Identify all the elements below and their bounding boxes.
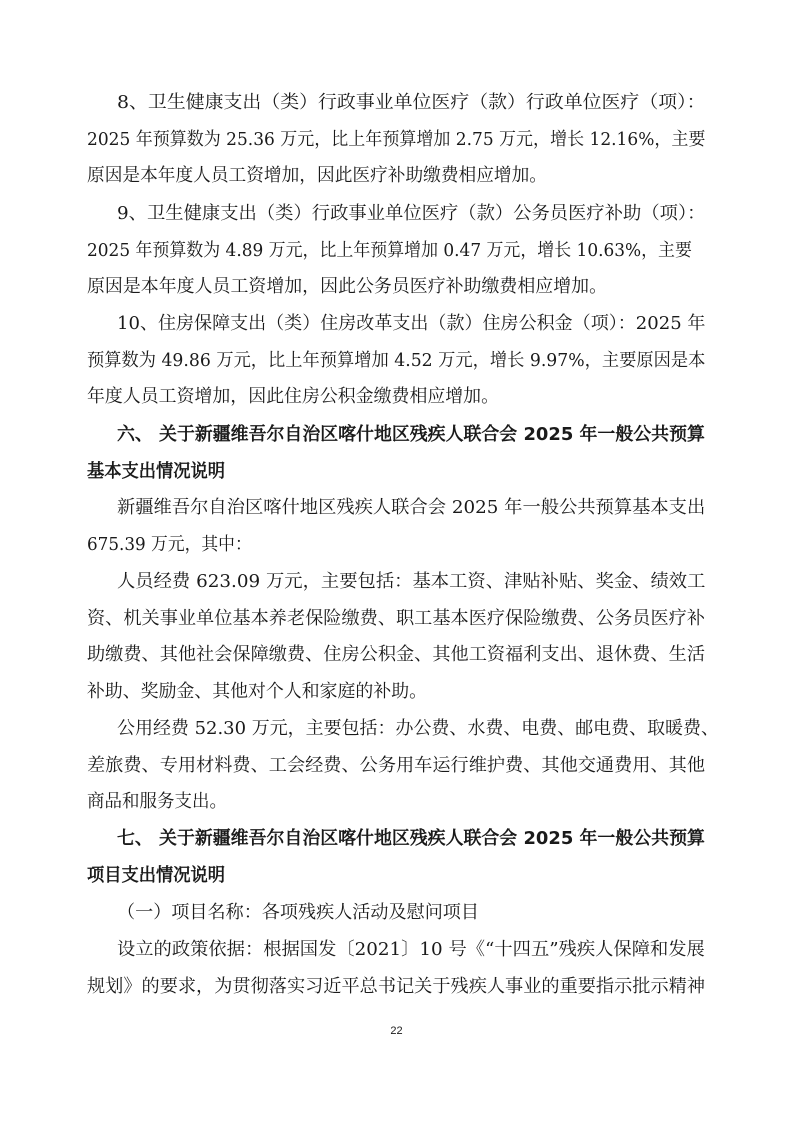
paragraph-line: 公用经费 52.30 万元，主要包括：办公费、水费、电费、邮电费、取暖费、: [117, 718, 719, 739]
section-heading-line: 七、 关于新疆维吾尔自治区喀什地区残疾人联合会 2025 年一般公共预算: [117, 828, 705, 849]
paragraph-line: 商品和服务支出。: [87, 791, 227, 812]
paragraph-line: 资、机关事业单位基本养老保险缴费、职工基本医疗保险缴费、公务员医疗补: [87, 608, 705, 629]
paragraph-line: 差旅费、专用材料费、工会经费、公务用车运行维护费、其他交通费用、其他: [87, 755, 705, 776]
section-heading-line: 基本支出情况说明: [87, 461, 225, 482]
paragraph-line: 新疆维吾尔自治区喀什地区残疾人联合会 2025 年一般公共预算基本支出: [117, 497, 706, 518]
section-heading-line: 六、 关于新疆维吾尔自治区喀什地区残疾人联合会 2025 年一般公共预算: [117, 424, 705, 445]
paragraph-line: 原因是本年度人员工资增加，因此公务员医疗补助缴费相应增加。: [87, 276, 608, 297]
paragraph-line: （一）项目名称：各项残疾人活动及慰问项目: [117, 902, 480, 923]
paragraph-line: 年度人员工资增加，因此住房公积金缴费相应增加。: [87, 386, 500, 407]
paragraph-line: 补助、奖励金、其他对个人和家庭的补助。: [87, 681, 428, 702]
paragraph-line: 人员经费 623.09 万元，主要包括：基本工资、津贴补贴、奖金、绩效工: [117, 571, 706, 592]
paragraph-line: 预算数为 49.86 万元，比上年预算增加 4.52 万元，增长 9.97%，主要原因是本: [87, 350, 706, 371]
paragraph-line: 675.39 万元，其中：: [87, 534, 252, 555]
section-heading-line: 项目支出情况说明: [87, 865, 225, 886]
paragraph-line: 2025 年预算数为 4.89 万元，比上年预算增加 0.47 万元，增长 10.63%，主要: [87, 240, 692, 261]
paragraph-line: 助缴费、其他社会保障缴费、住房公积金、其他工资福利支出、退休费、生活: [87, 644, 705, 665]
paragraph-line: 8、卫生健康支出（类）行政事业单位医疗（款）行政单位医疗（项）：: [117, 92, 706, 113]
paragraph-line: 2025 年预算数为 25.36 万元，比上年预算增加 2.75 万元，增长 12.16%，主要: [87, 129, 706, 150]
page-number: 22: [390, 1025, 403, 1037]
paragraph-line: 规划》的要求，为贯彻落实习近平总书记关于残疾人事业的重要指示批示精神: [87, 976, 705, 997]
paragraph-line: 9、卫生健康支出（类）行政事业单位医疗（款）公务员医疗补助（项）：: [117, 203, 706, 224]
paragraph-line: 原因是本年度人员工资增加，因此医疗补助缴费相应增加。: [87, 165, 547, 186]
paragraph-line: 设立的政策依据：根据国发〔2021〕10 号《“十四五”残疾人保障和发展: [117, 939, 705, 960]
paragraph-line: 10、住房保障支出（类）住房改革支出（款）住房公积金（项）：2025 年: [117, 313, 706, 334]
